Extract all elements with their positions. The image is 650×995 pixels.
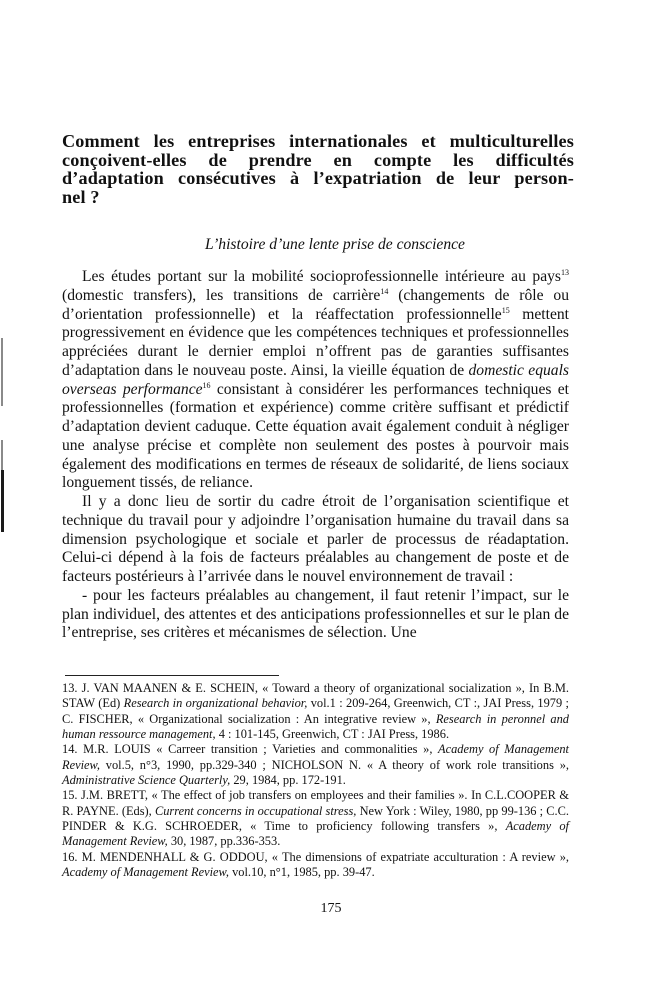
footnote-ref: 15	[501, 305, 510, 315]
footnote-separator	[65, 675, 279, 676]
scan-edge-mark	[1, 440, 3, 470]
section-title	[62, 132, 574, 206]
title-line: conçoivent-elles de prendre en compte les difficultés	[62, 149, 574, 170]
footnote-ref: 16	[202, 380, 211, 390]
page-number: 175	[320, 901, 342, 916]
footnote-ref: 13	[561, 268, 569, 277]
title-line: nel ?	[62, 186, 100, 207]
body-text	[62, 268, 569, 643]
paragraph: Les études portant sur la mobilité socioprofessionnelle intérieure au pays$^{13}$ (domestic transfers), les transitions de carrière$^{14}$ (changements de rôle ou d’orientation professionnelle) et la réaffectation professionnelle$^{15}$ mettent progressivement en évidence que les compétences techniques et professionnelles appréciées durant le dernier emploi n’offrent pas de garanties suffisantes d’adaptation dans le nouveau poste. Ainsi, la vieille équation de domestic equals overseas performance$^{16}$ consistant à considérer les performances techniques et professionnelles (formation et expérience) comme critère suffisant et prédictif d’adaptation devient caduque. Cette équation avait également conduit à négliger une analyse précise et complète non seulement des postes à pourvoir mais également des modifications en termes de réseaux de solidarité, de liens sociaux longuement tissés, de reliance.	[62, 268, 570, 492]
emphasis: domestic equals overseas performance	[62, 361, 569, 398]
footnote-15: 15. J.M. BRETT, « The effect of job transfers on employees and their families ». In C.L.COOPER & R. PAYNE. (Eds), Current concerns in occupational stress, New York : Wiley, 1980, pp 99-136 ; C.C. PINDER & K.G. SCHROEDER, « Time to proficiency following transfers », Academy of Management Review, 30, 1987, pp.336-353.	[62, 788, 570, 849]
title-line: Comment les entreprises internationales et multiculturelles	[62, 131, 574, 151]
paragraph: - pour les facteurs préalables au changement, il faut retenir l’impact, sur le plan individuel, des attentes et des anticipations professionnelles et sur le plan de l’entreprise, ses critères et mécanismes de sélection. Une	[62, 586, 569, 642]
scan-edge-mark	[1, 338, 3, 406]
footnote-14: 14. M.R. LOUIS « Carreer transition ; Varieties and commonalities », Academy of Management Review, vol.5, n°3, 1990, pp.329-340 ; NICHOLSON N. « A theory of work role transitions », Administrative Science Quarterly, 29, 1984, pp. 172-191.	[62, 742, 569, 788]
footnote-ref: 14	[380, 286, 389, 296]
footnotes	[62, 681, 569, 880]
footnote-16: 16. M. MENDENHALL & G. ODDOU, « The dimensions of expatriate acculturation : A review », Academy of Management Review, vol.10, n°1, 1985, pp. 39-47.	[62, 849, 569, 880]
title-line: d’adaptation consécutives à l’expatriation de leur person-	[62, 168, 574, 189]
section-subtitle: L’histoire d’une lente prise de conscience	[205, 236, 465, 253]
scan-edge-mark	[1, 470, 4, 532]
footnote-13: 13. J. VAN MAANEN & E. SCHEIN, « Toward a theory of organizational socialization », In B.M. STAW (Ed) Research in organizational behavior, vol.1 : 209-264, Greenwich, CT :, JAI Press, 1979 ; C. FISCHER, « Organizational socialization : An integrative review », Research in peronnel and human ressource management, 4 : 101-145, Greenwich, CT : JAI Press, 1986.	[62, 681, 570, 742]
paragraph: Il y a donc lieu de sortir du cadre étroit de l’organisation scientifique et technique du travail pour y adjoindre l’organisation humaine du travail dans sa dimension psychologique et sociale et parler de processus de réadaptation. Celui-ci dépend à la fois de facteurs préalables au changement de poste et de facteurs postérieurs à l’arrivée dans le nouvel environnement de travail :	[62, 493, 569, 585]
